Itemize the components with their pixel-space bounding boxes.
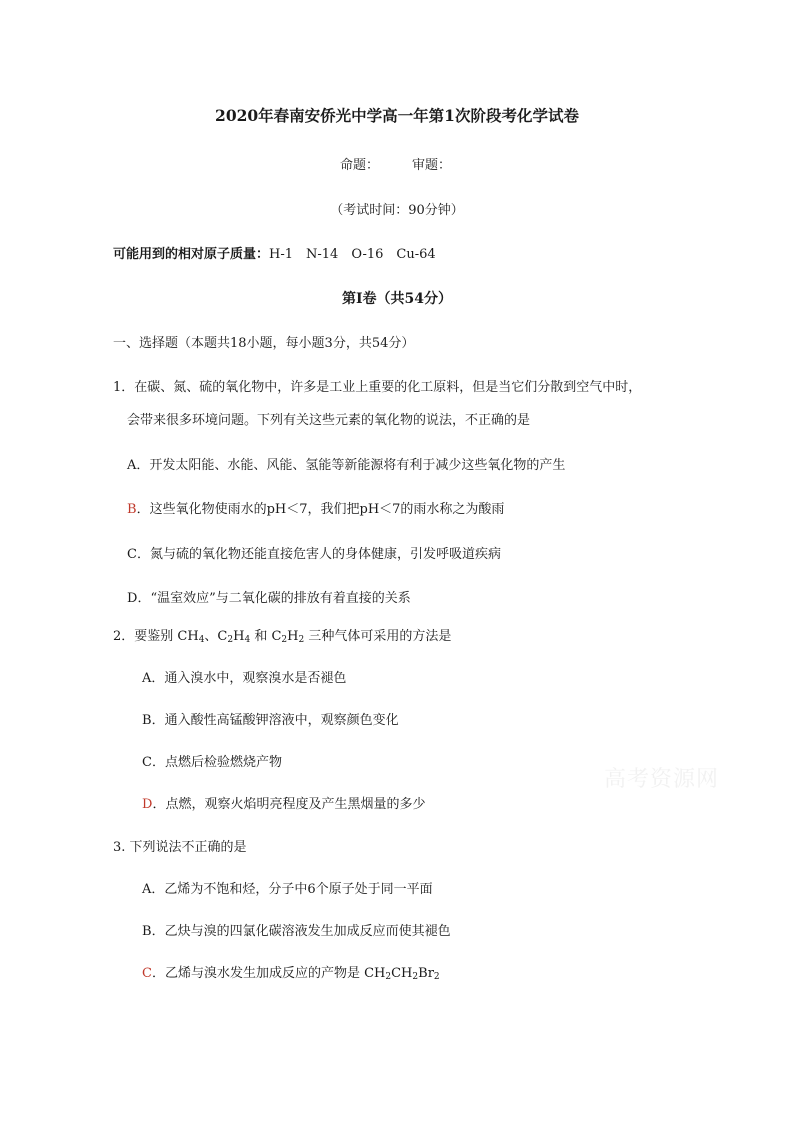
option-letter: B xyxy=(142,713,152,728)
subscript: 2 xyxy=(227,635,234,645)
option-letter: A xyxy=(142,671,152,686)
subscript: 2 xyxy=(433,972,440,982)
exam-time: （考试时间：90分钟） xyxy=(330,203,464,218)
watermark: 高考资源网 xyxy=(604,767,720,792)
question-1-option-b xyxy=(127,502,504,518)
option-letter: B xyxy=(142,924,152,939)
stem-text: H xyxy=(287,629,299,644)
question-3-option-a xyxy=(142,882,433,898)
question-2-option-a xyxy=(142,671,346,687)
stem-text: 2．要鉴别 CH xyxy=(113,629,199,644)
atomic-mass-line xyxy=(113,247,436,263)
question-1-option-d xyxy=(127,591,411,607)
question-1-option-a xyxy=(127,458,565,474)
reviewer-label: 审题： xyxy=(412,158,452,173)
question-3-option-b xyxy=(142,924,451,940)
option-text: CH xyxy=(391,966,413,981)
stem-text: 、C xyxy=(204,629,228,644)
question-1-stem-line1: 1．在碳、氮、硫的氧化物中，许多是工业上重要的化工原料，但是当它们分散到空气中时， xyxy=(113,380,642,395)
option-text: ．通入溴水中，观察溴水是否褪色 xyxy=(151,671,347,686)
setter-label: 命题： xyxy=(340,158,380,173)
stem-text: H xyxy=(233,629,245,644)
subscript: 4 xyxy=(244,635,251,645)
question-1-option-c xyxy=(127,547,501,563)
option-text: ．开发太阳能、水能、风能、氢能等新能源将有利于减少这些氧化物的产生 xyxy=(136,458,566,473)
option-letter: A xyxy=(127,458,137,473)
section-title: 一、选择题（本题共18小题，每小题3分，共54分） xyxy=(113,336,415,351)
option-letter: C xyxy=(127,547,137,562)
option-letter-answer: C xyxy=(142,966,152,981)
question-2-stem xyxy=(113,629,451,645)
subscript: 2 xyxy=(412,972,419,982)
option-text: Br xyxy=(418,966,434,981)
volume-title: 第I卷（共54分） xyxy=(341,291,453,307)
subscript: 4 xyxy=(198,635,205,645)
question-1-stem-line2: 会带来很多环境问题。下列有关这些元素的氧化物的说法，不正确的是 xyxy=(127,413,531,428)
subscript: 2 xyxy=(298,635,305,645)
option-letter: A xyxy=(142,882,152,897)
option-letter: C xyxy=(142,755,152,770)
stem-text: 和 C xyxy=(250,629,282,644)
option-text: ．氮与硫的氧化物还能直接危害人的身体健康，引发呼吸道疾病 xyxy=(136,547,501,562)
option-text: ．乙烯为不饱和烃，分子中6个原子处于同一平面 xyxy=(151,882,433,897)
option-text: ．通入酸性高锰酸钾溶液中，观察颜色变化 xyxy=(151,713,399,728)
question-3-stem: 3. 下列说法不正确的是 xyxy=(113,840,247,855)
option-text: ．“温室效应”与二氧化碳的排放有着直接的关系 xyxy=(137,591,411,606)
option-letter-answer: D xyxy=(142,797,153,812)
option-text: ．点燃，观察火焰明亮程度及产生黑烟量的多少 xyxy=(152,797,426,812)
option-letter-answer: B xyxy=(127,502,137,517)
option-text: ．点燃后检验燃烧产物 xyxy=(151,755,282,770)
question-2-option-b xyxy=(142,713,399,729)
atomic-mass-label: 可能用到的相对原子质量： xyxy=(113,247,270,262)
question-2-option-c xyxy=(142,755,282,771)
stem-text: 三种气体可采用的方法是 xyxy=(304,629,452,644)
question-2-option-d xyxy=(142,797,425,813)
option-letter: D xyxy=(127,591,138,606)
option-text: ．乙炔与溴的四氯化碳溶液发生加成反应而使其褪色 xyxy=(151,924,451,939)
atomic-mass-values: H-1 N-14 O-16 Cu-64 xyxy=(269,247,436,262)
page-title: 2020年春南安侨光中学高一年第1次阶段考化学试卷 xyxy=(215,106,579,125)
option-text: ．乙烯与溴水发生加成反应的产物是 CH xyxy=(151,966,386,981)
subscript: 2 xyxy=(281,635,288,645)
subscript: 2 xyxy=(385,972,392,982)
question-3-option-c xyxy=(142,966,440,982)
option-text: ．这些氧化物使雨水的pH＜7，我们把pH＜7的雨水称之为酸雨 xyxy=(136,502,505,517)
